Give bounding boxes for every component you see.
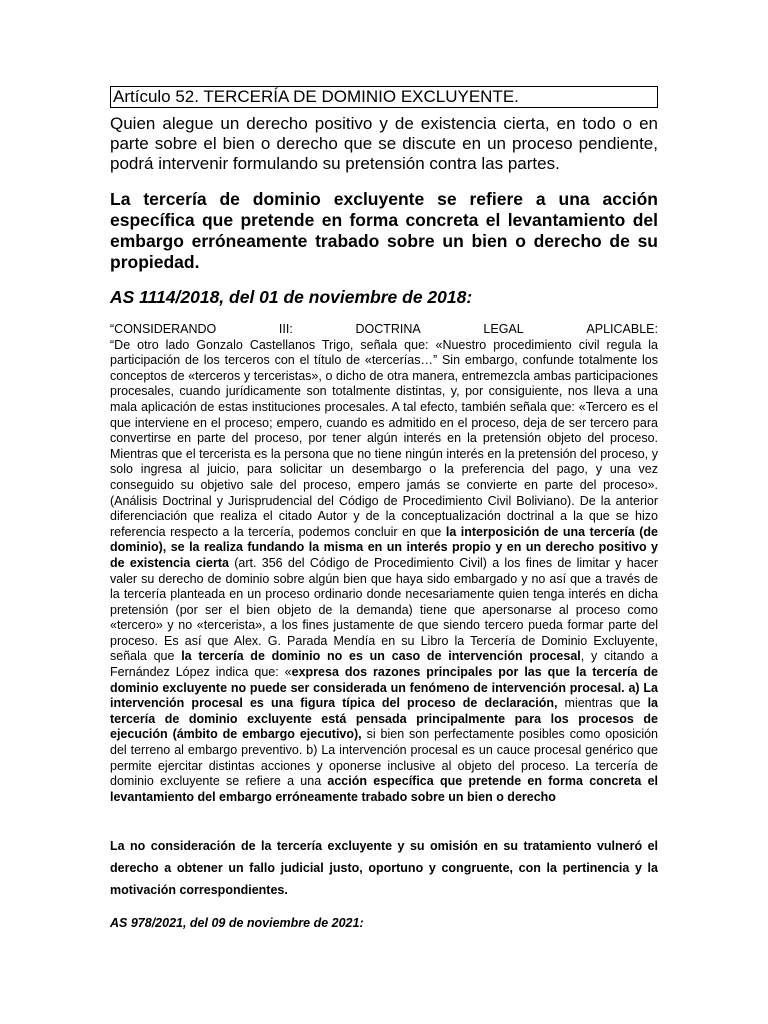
considerando-line bbox=[110, 322, 658, 338]
body-bold-3: expresa dos razones principales por las que la tercería de dominio excluyente no puede ser considerada un fenómeno de intervención procesal. a) La intervención procesal es una figura típica del proceso de declaración, bbox=[110, 665, 658, 711]
considerando-word-4: LEGAL bbox=[483, 322, 524, 336]
doctrine-paragraph bbox=[110, 338, 658, 806]
body-text-4: mientras que bbox=[557, 696, 648, 711]
considerando-word-5: APLICABLE: bbox=[586, 322, 658, 336]
body-text-2: (art. 356 del Código de Procedimiento Civil) a los fines de limitar y hacer valer su derecho de dominio sobre algún bien que haya sido embargado y no así que a través de la tercería planteada en un proceso ordinario donde necesariamente quien tenga interés en dicha pretensión (por ser el bien objeto de la demanda) tiene que apersonarse al proceso como «tercero» y no «tercerista», a los fines justamente de que siendo tercero pueda formar parte del proceso. Es así que Alex. G. Parada Mendía en su Libro la Tercería de Dominio Excluyente, señala que bbox=[110, 555, 658, 664]
conclusion-paragraph: La no consideración de la tercería excluyente y su omisión en su tratamiento vulneró el derecho a obtener un fallo judicial justo, oportuno y congruente, con la pertinencia y la motivación correspondientes. bbox=[110, 839, 658, 898]
body-bold-5: acción específica que pretende en forma concreta el levantamiento del embargo erróneamente trabado sobre un bien o derecho bbox=[110, 774, 658, 804]
body-bold-4: la tercería de dominio excluyente está pensada principalmente para los procesos de ejecución (ámbito de embargo ejecutivo), bbox=[110, 696, 658, 742]
case-heading-2: AS 978/2021, del 09 de noviembre de 2021: bbox=[110, 916, 364, 931]
article-title: Artículo 52. TERCERÍA DE DOMINIO EXCLUYENTE. bbox=[110, 86, 658, 108]
body-text-5: si bien son perfectamente posibles como oposición del terreno al embargo preventivo. b) La intervención procesal es un cauce procesal genérico que permite ejercitar distintas acciones y oponerse inclusive al objeto del proceso. La tercería de dominio excluyente se refiere a una bbox=[110, 727, 659, 789]
document-page bbox=[110, 86, 658, 931]
summary-paragraph: La tercería de dominio excluyente se refiere a una acción específica que pretende en forma concreta el levantamiento del embargo erróneamente trabado sobre un bien o derecho de su propiedad. bbox=[110, 189, 658, 272]
case-heading-1: AS 1114/2018, del 01 de noviembre de 2018: bbox=[110, 287, 473, 307]
body-bold-2: la tercería de dominio no es un caso de intervención procesal bbox=[181, 649, 581, 664]
body-bold-1: la interposición de una tercería (de dominio), se la realiza fundando la misma en un interés propio y en un derecho positivo y de existencia cierta bbox=[110, 524, 658, 570]
considerando-word-1: “CONSIDERANDO bbox=[110, 322, 217, 336]
body-text-1: “De otro lado Gonzalo Castellanos Trigo, señala que: «Nuestro procedimiento civil regula la participación de los terceros con el título de «tercerías…” Sin embargo, confunde totalmente los conceptos de «terceros y terceristas», o dicho de otra manera, entremezcla ambas participaciones procesales, cuando jurídicamente son totalmente distintas, y, por consiguiente, nos lleva a una mala aplicación de estas instituciones procesales. A tal efecto, también señala que: «Tercero es el que interviene en el proceso; empero, cuando es admitido en el proceso, deja de ser tercero para convertirse en parte del proceso, por tener algún interés en la pretensión objeto del proceso. Mientras que el tercerista es la persona que no tiene ningún interés en la pretensión del proceso, y solo ingresa al juicio, para solicitar un desembargo o la preferencia del pago, y una vez conseguido su objetivo sale del proceso, empero jamás se convierte en parte del proceso». (Análisis Doctrinal y Jurisprudencial del Código de Procedimiento Civil Boliviano). De la anterior diferenciación que realiza el citado Autor y de la conceptualización doctrinal a la que se hizo referencia respecto a la tercería, podemos concluir en que bbox=[110, 337, 658, 539]
considerando-word-3: DOCTRINA bbox=[355, 322, 421, 336]
article-intro-paragraph: Quien alegue un derecho positivo y de existencia cierta, en todo o en parte sobre el bien o derecho que se discute en un proceso pendiente, podrá intervenir formulando su pretensión contra las partes. bbox=[110, 114, 658, 173]
considerando-word-2: III: bbox=[278, 322, 293, 336]
case-body bbox=[110, 322, 658, 805]
body-text-3: , y citando a Fernández López indica que: « bbox=[110, 649, 659, 680]
